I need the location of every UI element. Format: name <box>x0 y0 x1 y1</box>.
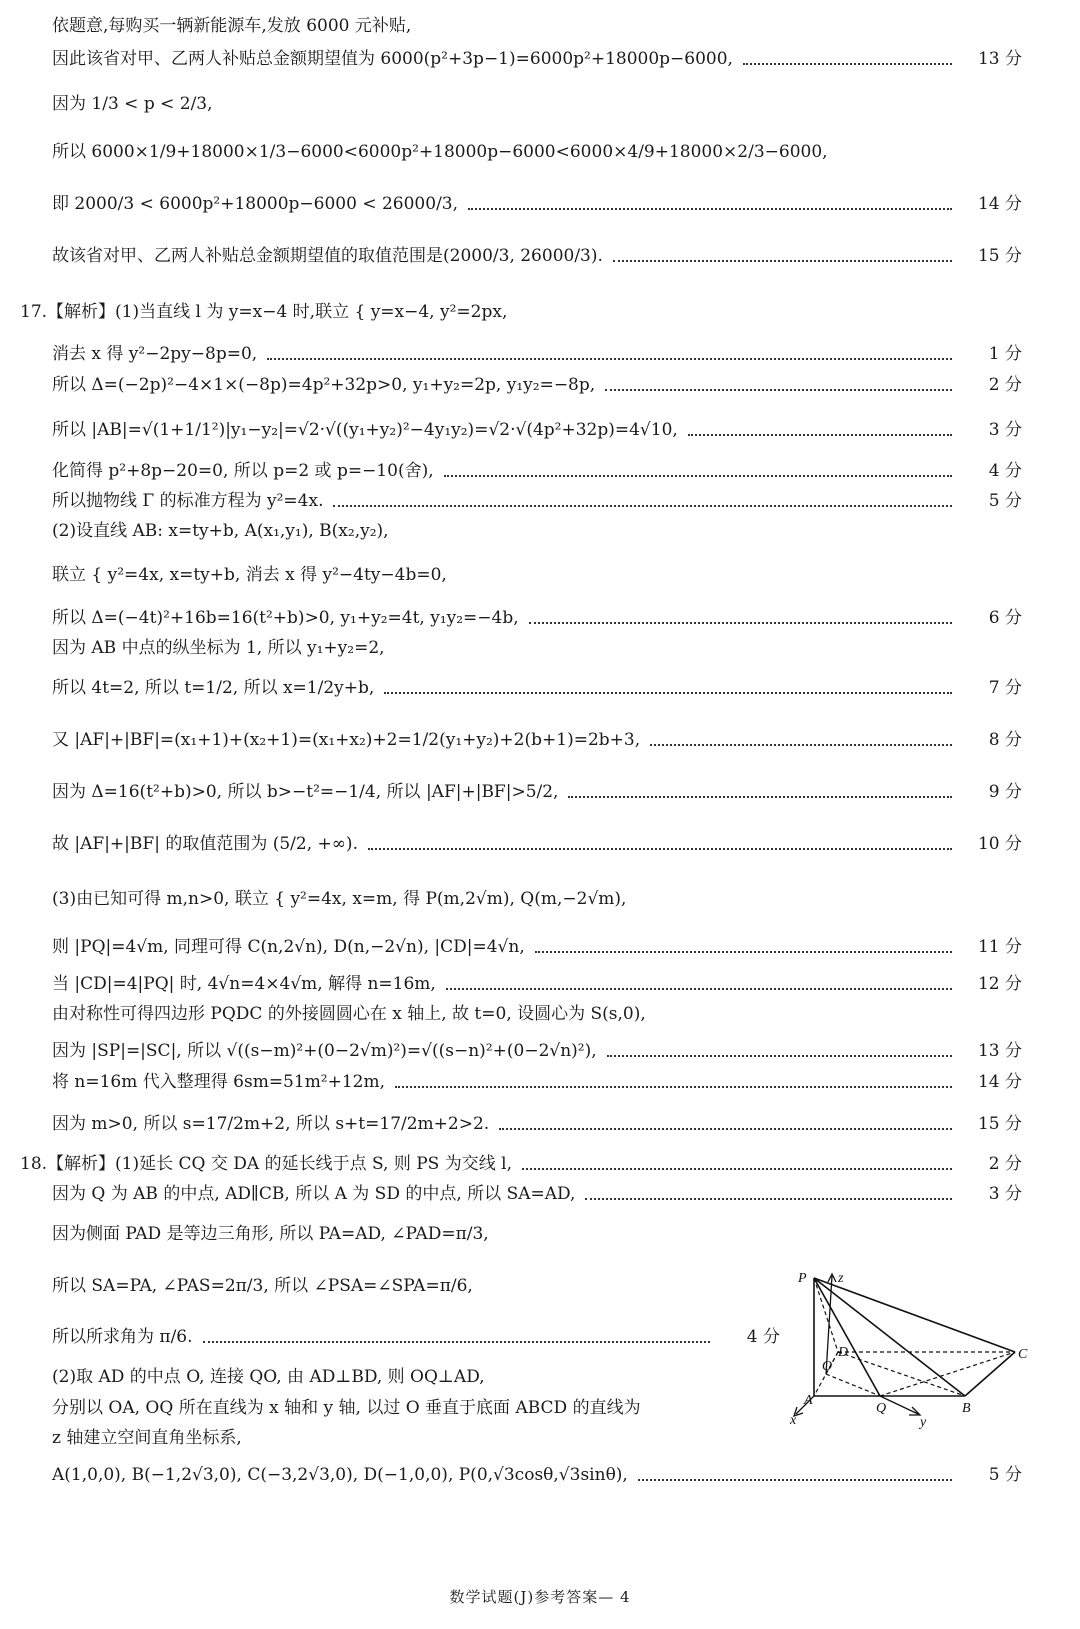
line-text: 化简得 p²+8p−20=0, 所以 p=2 或 p=−10(舍), <box>52 461 434 481</box>
score-mark: 14 分 <box>977 1072 1022 1092</box>
leader-dots <box>499 1128 952 1130</box>
line-text: 故该省对甲、乙两人补贴总金额期望值的取值范围是(2000/3, 26000/3). <box>52 246 603 266</box>
svg-text:C: C <box>1018 1347 1028 1362</box>
leader-dots <box>522 1168 952 1170</box>
score-mark: 3 分 <box>988 1184 1022 1204</box>
line-text: 即 2000/3 < 6000p²+18000p−6000 < 26000/3, <box>52 194 459 214</box>
line-text: 因为 AB 中点的纵坐标为 1, 所以 y₁+y₂=2, <box>52 638 385 658</box>
score-mark: 14 分 <box>977 194 1022 214</box>
line-text: 所以 6000×1/9+18000×1/3−6000<6000p²+18000p−6000<6000×4/9+18000×2/3−6000, <box>52 142 828 162</box>
solution-line <box>0 636 1080 660</box>
score-mark: 15 分 <box>977 1114 1022 1134</box>
leader-dots <box>613 260 952 262</box>
line-text: 所以 Δ=(−4t)²+16b=16(t²+b)>0, y₁+y₂=4t, y₁y₂=−4b, <box>52 608 519 628</box>
solution-line <box>0 519 1080 543</box>
leader-dots <box>384 692 952 694</box>
solution-line <box>0 1325 790 1349</box>
solution-line <box>0 459 1080 483</box>
leader-dots <box>688 434 952 436</box>
figure-label: P <box>798 1271 807 1286</box>
solution-line <box>0 1002 1080 1026</box>
line-text: 将 n=16m 代入整理得 6sm=51m²+12m, <box>52 1072 386 1092</box>
solution-line <box>0 244 1080 268</box>
line-text: 因为侧面 PAD 是等边三角形, 所以 PA=AD, ∠PAD=π/3, <box>52 1224 489 1244</box>
line-text: 所以 |AB|=√(1+1/1²)|y₁−y₂|=√2·√((y₁+y₂)²−4y₁y₂)=√2·√(4p²+32p)=4√10, <box>52 420 678 440</box>
leader-dots <box>267 358 952 360</box>
score-mark: 9 分 <box>988 782 1022 802</box>
line-text: 则 |PQ|=4√m, 同理可得 C(n,2√n), D(n,−2√n), |CD|=4√n, <box>52 937 525 957</box>
score-mark: 6 分 <box>988 608 1022 628</box>
line-text: 所以 4t=2, 所以 t=1/2, 所以 x=1/2y+b, <box>52 678 375 698</box>
leader-dots <box>333 505 952 507</box>
score-mark: 7 分 <box>988 678 1022 698</box>
svg-text:B: B <box>962 1401 971 1416</box>
score-mark: 4 分 <box>746 1327 780 1347</box>
pyramid-figure <box>790 1268 1060 1498</box>
score-mark: 15 分 <box>977 246 1022 266</box>
solution-line <box>0 887 1080 911</box>
line-text: (3)由已知可得 m,n>0, 联立 { y²=4x, x=m, 得 P(m,2√m), Q(m,−2√m), <box>52 889 627 909</box>
solution-line <box>0 1152 1080 1176</box>
line-text: 消去 x 得 y²−2py−8p=0, <box>52 344 258 364</box>
solution-line <box>0 192 1080 216</box>
solution-line <box>0 140 1080 164</box>
leader-dots <box>535 951 952 953</box>
line-text: 18.【解析】(1)延长 CQ 交 DA 的延长线于点 S, 则 PS 为交线 l, <box>20 1154 512 1174</box>
line-text: 因为 m>0, 所以 s=17/2m+2, 所以 s+t=17/2m+2>2. <box>52 1114 490 1134</box>
score-mark: 2 分 <box>988 375 1022 395</box>
score-mark: 11 分 <box>977 937 1022 957</box>
solution-line <box>0 1426 790 1450</box>
score-mark: 12 分 <box>977 974 1022 994</box>
leader-dots <box>203 1341 710 1343</box>
svg-text:D: D <box>838 1345 849 1360</box>
line-text: 因为 Δ=16(t²+b)>0, 所以 b>−t²=−1/4, 所以 |AF|+|BF|>5/2, <box>52 782 559 802</box>
score-mark: 13 分 <box>977 1041 1022 1061</box>
line-text: 又 |AF|+|BF|=(x₁+1)+(x₂+1)=(x₁+x₂)+2=1/2(y₁+y₂)+2(b+1)=2b+3, <box>52 730 641 750</box>
score-mark: 2 分 <box>988 1154 1022 1174</box>
leader-dots <box>585 1198 952 1200</box>
svg-text:O: O <box>822 1359 833 1374</box>
line-text: 当 |CD|=4|PQ| 时, 4√n=4×4√m, 解得 n=16m, <box>52 974 436 994</box>
solution-line <box>0 1182 1080 1206</box>
leader-dots <box>468 208 952 210</box>
solution-line <box>0 780 1080 804</box>
solution-line <box>0 47 1080 71</box>
solution-line <box>0 606 1080 630</box>
leader-dots <box>368 848 952 850</box>
score-mark: 10 分 <box>977 834 1022 854</box>
solution-line <box>0 1396 790 1420</box>
line-text: 所以抛物线 Γ 的标准方程为 y²=4x. <box>52 491 324 511</box>
solution-line <box>0 418 1080 442</box>
line-text: 所以 SA=PA, ∠PAS=2π/3, 所以 ∠PSA=∠SPA=π/6, <box>52 1276 473 1296</box>
svg-text:y: y <box>920 1415 927 1430</box>
line-text: 因为 Q 为 AB 的中点, AD∥CB, 所以 A 为 SD 的中点, 所以 SA=AD, <box>52 1184 576 1204</box>
solution-line <box>0 972 1080 996</box>
solution-line <box>0 1112 1080 1136</box>
line-text: 分别以 OA, OQ 所在直线为 x 轴和 y 轴, 以过 O 垂直于底面 ABCD 的直线为 <box>52 1398 641 1418</box>
line-text: (2)设直线 AB: x=ty+b, A(x₁,y₁), B(x₂,y₂), <box>52 521 389 541</box>
line-text: 因此该省对甲、乙两人补贴总金额期望值为 6000(p²+3p−1)=6000p²+18000p−6000, <box>52 49 733 69</box>
line-text: 所以所求角为 π/6. <box>52 1327 193 1347</box>
line-text: z 轴建立空间直角坐标系, <box>52 1428 242 1448</box>
line-text: A(1,0,0), B(−1,2√3,0), C(−3,2√3,0), D(−1,0,0), P(0,√3cosθ,√3sinθ), <box>52 1465 628 1485</box>
solution-line <box>0 832 1080 856</box>
solution-line <box>0 935 1080 959</box>
svg-text:x: x <box>790 1413 797 1428</box>
leader-dots <box>605 389 952 391</box>
solution-line <box>0 676 1080 700</box>
score-mark: 8 分 <box>988 730 1022 750</box>
leader-dots <box>650 744 952 746</box>
leader-dots <box>446 988 952 990</box>
solution-line <box>0 728 1080 752</box>
leader-dots <box>444 475 952 477</box>
line-text: 所以 Δ=(−2p)²−4×1×(−8p)=4p²+32p>0, y₁+y₂=2p, y₁y₂=−8p, <box>52 375 596 395</box>
line-text: 依题意,每购买一辆新能源车,发放 6000 元补贴, <box>52 16 412 36</box>
leader-dots <box>395 1086 952 1088</box>
solution-line <box>0 1070 1080 1094</box>
svg-text:A: A <box>804 1393 813 1408</box>
line-text: 因为 1/3 < p < 2/3, <box>52 94 213 114</box>
score-mark: 4 分 <box>988 461 1022 481</box>
solution-line <box>0 342 1080 366</box>
line-text: 因为 |SP|=|SC|, 所以 √((s−m)²+(0−2√m)²)=√((s−n)²+(0−2√n)²), <box>52 1041 597 1061</box>
score-mark: 5 分 <box>988 491 1022 511</box>
line-text: 故 |AF|+|BF| 的取值范围为 (5/2, +∞). <box>52 834 358 854</box>
score-mark: 3 分 <box>988 420 1022 440</box>
line-text: 由对称性可得四边形 PQDC 的外接圆圆心在 x 轴上, 故 t=0, 设圆心为 S(s,0), <box>52 1004 646 1024</box>
leader-dots <box>529 622 952 624</box>
leader-dots <box>743 63 952 65</box>
svg-text:z: z <box>838 1271 844 1286</box>
line-text: 联立 { y²=4x, x=ty+b, 消去 x 得 y²−4ty−4b=0, <box>52 565 447 585</box>
solution-line <box>0 92 1080 116</box>
line-text: 17.【解析】(1)当直线 l 为 y=x−4 时,联立 { y=x−4, y²=2px, <box>20 302 508 322</box>
score-mark: 5 分 <box>988 1465 1022 1485</box>
solution-line <box>0 300 1080 324</box>
leader-dots <box>568 796 952 798</box>
svg-text:Q: Q <box>876 1401 887 1416</box>
solution-line <box>0 489 1080 513</box>
score-mark: 13 分 <box>977 49 1022 69</box>
solution-line <box>0 563 1080 587</box>
score-mark: 1 分 <box>988 344 1022 364</box>
leader-dots <box>607 1055 952 1057</box>
solution-line <box>0 1365 790 1389</box>
solution-line <box>0 373 1080 397</box>
solution-line <box>0 1039 1080 1063</box>
line-text: (2)取 AD 的中点 O, 连接 QO, 由 AD⊥BD, 则 OQ⊥AD, <box>52 1367 485 1387</box>
solution-line <box>0 1222 1080 1246</box>
page-footer: 数学试题(J)参考答案— 4 <box>449 1588 631 1606</box>
solution-line <box>0 14 1080 38</box>
